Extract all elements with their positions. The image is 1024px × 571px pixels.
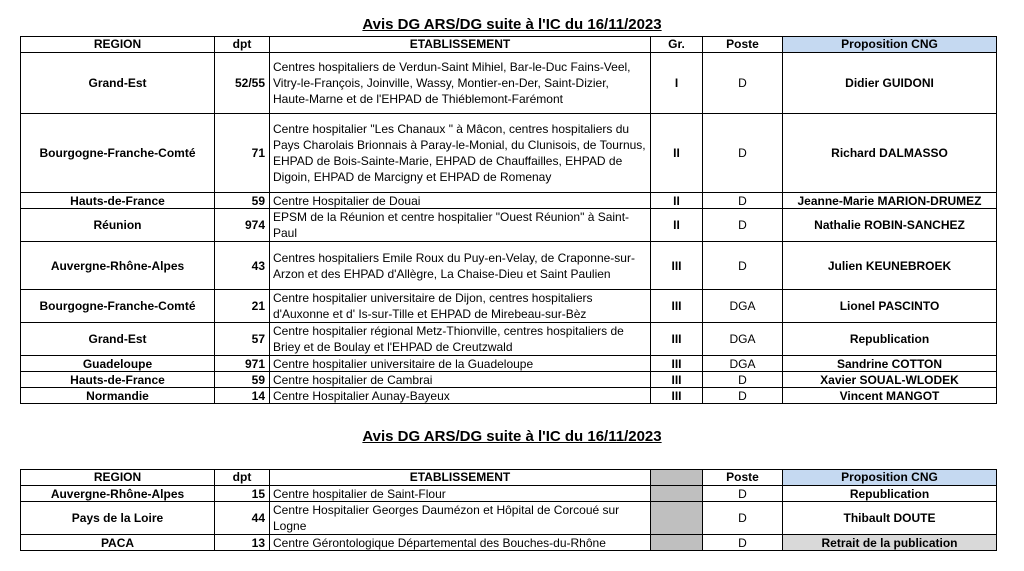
table-row [21, 486, 997, 502]
cell-dpt: 43 [215, 242, 270, 290]
header-poste: Poste [703, 37, 783, 53]
cell-region: Bourgogne-Franche-Comté [21, 290, 215, 323]
table-row [21, 209, 997, 242]
header-region: REGION [21, 470, 215, 486]
cell-etablissement: Centre Hospitalier Aunay-Bayeux [270, 388, 651, 404]
cell-etablissement: Centre hospitalier de Saint-Flour [270, 486, 651, 502]
cell-dpt: 59 [215, 372, 270, 388]
cell-poste: D [703, 209, 783, 242]
cell-region: Bourgogne-Franche-Comté [21, 114, 215, 193]
table-row [21, 388, 997, 404]
cell-poste: DGA [703, 323, 783, 356]
header-poste: Poste [703, 470, 783, 486]
cell-poste: DGA [703, 356, 783, 372]
cell-gr-empty [651, 535, 703, 551]
cell-poste: D [703, 388, 783, 404]
cell-gr-empty [651, 486, 703, 502]
cell-dpt: 14 [215, 388, 270, 404]
table1 [20, 36, 997, 404]
table-row [21, 372, 997, 388]
cell-region: Réunion [21, 209, 215, 242]
cell-region: Guadeloupe [21, 356, 215, 372]
cell-gr: III [651, 356, 703, 372]
cell-etablissement: Centre hospitalier régional Metz-Thionville, centres hospitaliers de Briey et de Boulay et l'EHPAD de Creutzwald [270, 323, 651, 356]
cell-poste: D [703, 535, 783, 551]
cell-etablissement: Centre Hospitalier de Douai [270, 193, 651, 209]
table-row [21, 53, 997, 114]
cell-etablissement: Centre hospitalier universitaire de Dijon, centres hospitaliers d'Auxonne et d' Is-sur-Tille et EHPAD de Mirebeau-sur-Bèz [270, 290, 651, 323]
table-row [21, 323, 997, 356]
cell-gr: II [651, 209, 703, 242]
cell-dpt: 15 [215, 486, 270, 502]
cell-proposition: Republication [783, 486, 997, 502]
cell-dpt: 971 [215, 356, 270, 372]
cell-etablissement: Centre Hospitalier Georges Daumézon et Hôpital de Corcoué sur Logne [270, 502, 651, 535]
cell-gr: III [651, 323, 703, 356]
table-row [21, 290, 997, 323]
cell-poste: D [703, 502, 783, 535]
table-row [21, 242, 997, 290]
cell-poste: D [703, 372, 783, 388]
cell-etablissement: Centre hospitalier de Cambrai [270, 372, 651, 388]
cell-poste: DGA [703, 290, 783, 323]
table1-header-row [21, 37, 997, 53]
header-region: REGION [21, 37, 215, 53]
cell-proposition: Lionel PASCINTO [783, 290, 997, 323]
cell-etablissement: Centre hospitalier "Les Chanaux " à Mâcon, centres hospitaliers du Pays Charolais Brionnais à Paray-le-Monial, du Clunisois, de Tournus, EHPAD de Bois-Sainte-Marie, EHPAD de Chauffailles, EHPAD de Digoin, EHPAD de Marcigny et EHPAD de Romenay [270, 114, 651, 193]
cell-region: Hauts-de-France [21, 372, 215, 388]
cell-proposition: Thibault DOUTE [783, 502, 997, 535]
cell-dpt: 71 [215, 114, 270, 193]
table-row [21, 502, 997, 535]
table-row [21, 114, 997, 193]
table1-title: Avis DG ARS/DG suite à l'IC du 16/11/2023 [362, 16, 662, 33]
cell-dpt: 13 [215, 535, 270, 551]
table2-header-row [21, 470, 997, 486]
cell-proposition: Republication [783, 323, 997, 356]
cell-proposition: Xavier SOUAL-WLODEK [783, 372, 997, 388]
header-proposition: Proposition CNG [783, 37, 997, 53]
cell-dpt: 21 [215, 290, 270, 323]
cell-etablissement: EPSM de la Réunion et centre hospitalier "Ouest Réunion" à Saint-Paul [270, 209, 651, 242]
cell-etablissement: Centres hospitaliers de Verdun-Saint Mihiel, Bar-le-Duc Fains-Veel, Vitry-le-François, Joinville, Wassy, Montier-en-Der, Saint-Dizier, Haute-Marne et de l'EHPAD de Thiéblemont-Farémont [270, 53, 651, 114]
cell-proposition: Sandrine COTTON [783, 356, 997, 372]
cell-proposition: Retrait de la publication [783, 535, 997, 551]
cell-poste: D [703, 193, 783, 209]
cell-proposition: Nathalie ROBIN-SANCHEZ [783, 209, 997, 242]
cell-gr: III [651, 388, 703, 404]
cell-proposition: Didier GUIDONI [783, 53, 997, 114]
cell-proposition: Vincent MANGOT [783, 388, 997, 404]
table-row [21, 193, 997, 209]
header-dpt: dpt [215, 37, 270, 53]
cell-dpt: 59 [215, 193, 270, 209]
cell-gr-empty [651, 502, 703, 535]
cell-gr: II [651, 193, 703, 209]
cell-gr: III [651, 290, 703, 323]
cell-poste: D [703, 486, 783, 502]
cell-region: Auvergne-Rhône-Alpes [21, 486, 215, 502]
header-gr-empty [651, 470, 703, 486]
cell-proposition: Jeanne-Marie MARION-DRUMEZ [783, 193, 997, 209]
header-dpt: dpt [215, 470, 270, 486]
cell-gr: III [651, 372, 703, 388]
cell-dpt: 974 [215, 209, 270, 242]
cell-region: Hauts-de-France [21, 193, 215, 209]
table2 [20, 469, 997, 551]
cell-region: Pays de la Loire [21, 502, 215, 535]
cell-gr: II [651, 114, 703, 193]
cell-region: Grand-Est [21, 53, 215, 114]
header-etablissement: ETABLISSEMENT [270, 470, 651, 486]
cell-proposition: Julien KEUNEBROEK [783, 242, 997, 290]
cell-region: Grand-Est [21, 323, 215, 356]
cell-dpt: 57 [215, 323, 270, 356]
cell-gr: III [651, 242, 703, 290]
cell-dpt: 52/55 [215, 53, 270, 114]
cell-dpt: 44 [215, 502, 270, 535]
cell-region: PACA [21, 535, 215, 551]
table-row [21, 356, 997, 372]
cell-region: Normandie [21, 388, 215, 404]
header-gr: Gr. [651, 37, 703, 53]
cell-poste: D [703, 114, 783, 193]
cell-gr: I [651, 53, 703, 114]
table-row [21, 535, 997, 551]
cell-etablissement: Centre Gérontologique Départemental des Bouches-du-Rhône [270, 535, 651, 551]
cell-poste: D [703, 242, 783, 290]
header-etablissement: ETABLISSEMENT [270, 37, 651, 53]
cell-poste: D [703, 53, 783, 114]
cell-etablissement: Centre hospitalier universitaire de la Guadeloupe [270, 356, 651, 372]
header-proposition: Proposition CNG [783, 470, 997, 486]
cell-proposition: Richard DALMASSO [783, 114, 997, 193]
table2-title: Avis DG ARS/DG suite à l'IC du 16/11/2023 [362, 428, 662, 445]
cell-region: Auvergne-Rhône-Alpes [21, 242, 215, 290]
cell-etablissement: Centres hospitaliers Emile Roux du Puy-en-Velay, de Craponne-sur-Arzon et des EHPAD d'Allègre, La Chaise-Dieu et Saint Paulien [270, 242, 651, 290]
